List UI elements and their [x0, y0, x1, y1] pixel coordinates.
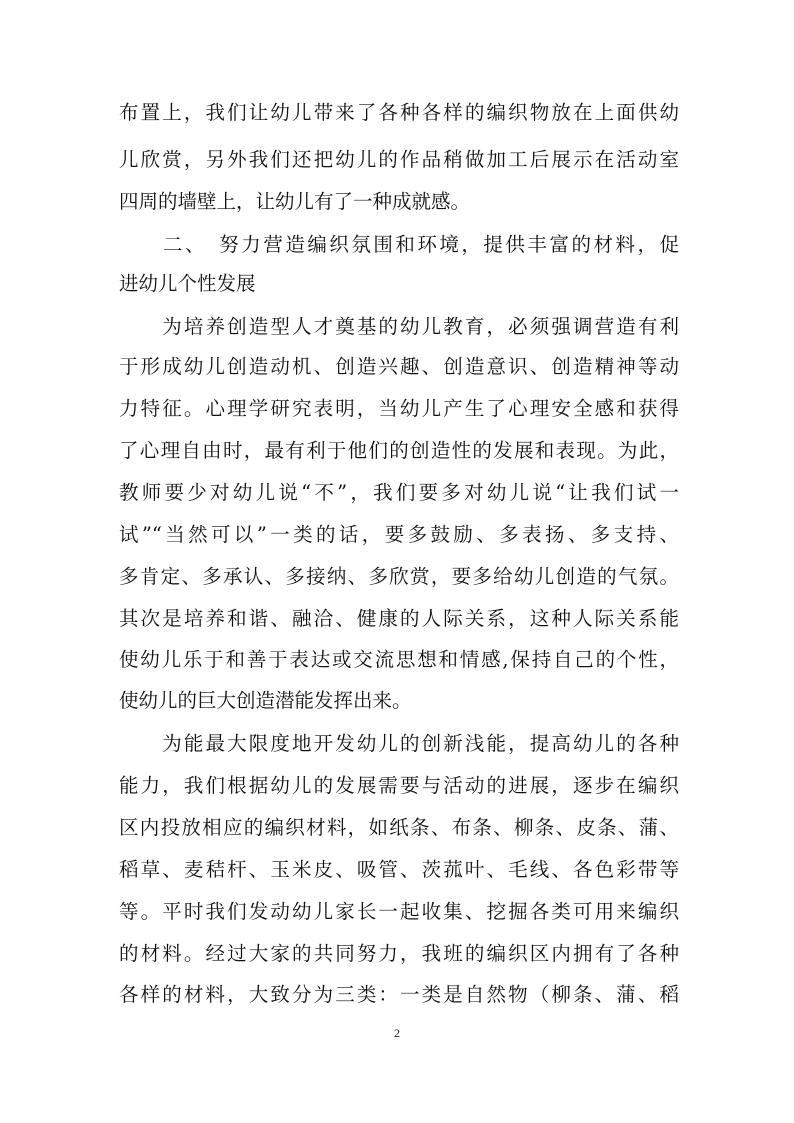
text-line: 了心理自由时，最有利于他们的创造性的发展和表现。为此， — [119, 439, 679, 462]
text-line: 力特征。心理学研究表明，当幼儿产生了心理安全感和获得 — [119, 397, 679, 420]
text-line: 多肯定、多承认、多接纳、多欣赏，要多给幼儿创造的气氛。 — [119, 565, 679, 588]
text-line: 儿欣赏，另外我们还把幼儿的作品稍做加工后展示在活动室 — [119, 148, 679, 171]
text-line: 能力，我们根据幼儿的发展需要与活动的进展，逐步在编织 — [119, 774, 679, 797]
text-line: 为培养创造型人才奠基的幼儿教育，必须强调营造有利 — [119, 315, 679, 338]
text-line: 布置上，我们让幼儿带来了各种各样的编织物放在上面供幼 — [119, 101, 679, 124]
section-heading: 进幼儿个性发展 — [119, 272, 256, 295]
text-line: 其次是培养和谐、融洽、健康的人际关系，这种人际关系能 — [119, 607, 679, 630]
text-line: 教师要少对幼儿说“不”，我们要多对幼儿说“让我们试一 — [119, 481, 679, 504]
section-heading: 二、 努力营造编织氛围和环境，提供丰富的材料，促 — [119, 233, 679, 256]
text-line: 四周的墙壁上，让幼儿有了一种成就感。 — [119, 190, 471, 213]
text-line: 等。平时我们发动幼儿家长一起收集、挖掘各类可用来编织 — [119, 900, 679, 923]
text-line: 各样的材料，大致分为三类：一类是自然物（柳条、蒲、稻 — [119, 983, 679, 1006]
text-line: 的材料。经过大家的共同努力，我班的编织区内拥有了各种 — [119, 942, 679, 965]
text-line: 区内投放相应的编织材料，如纸条、布条、柳条、皮条、蒲、 — [119, 816, 679, 839]
page-number: 2 — [394, 1026, 400, 1040]
text-line: 使幼儿乐于和善于表达或交流思想和情感,保持自己的个性， — [119, 648, 679, 671]
text-line: 为能最大限度地开发幼儿的创新浅能，提高幼儿的各种 — [119, 732, 679, 755]
text-line: 试”“当然可以”一类的话，要多鼓励、多表扬、多支持、 — [119, 523, 679, 546]
text-line: 稻草、麦秸杆、玉米皮、吸管、茨菰叶、毛线、各色彩带等 — [119, 858, 679, 881]
text-line: 于形成幼儿创造动机、创造兴趣、创造意识、创造精神等动 — [119, 355, 679, 378]
text-line: 使幼儿的巨大创造潜能发挥出来。 — [119, 689, 412, 712]
